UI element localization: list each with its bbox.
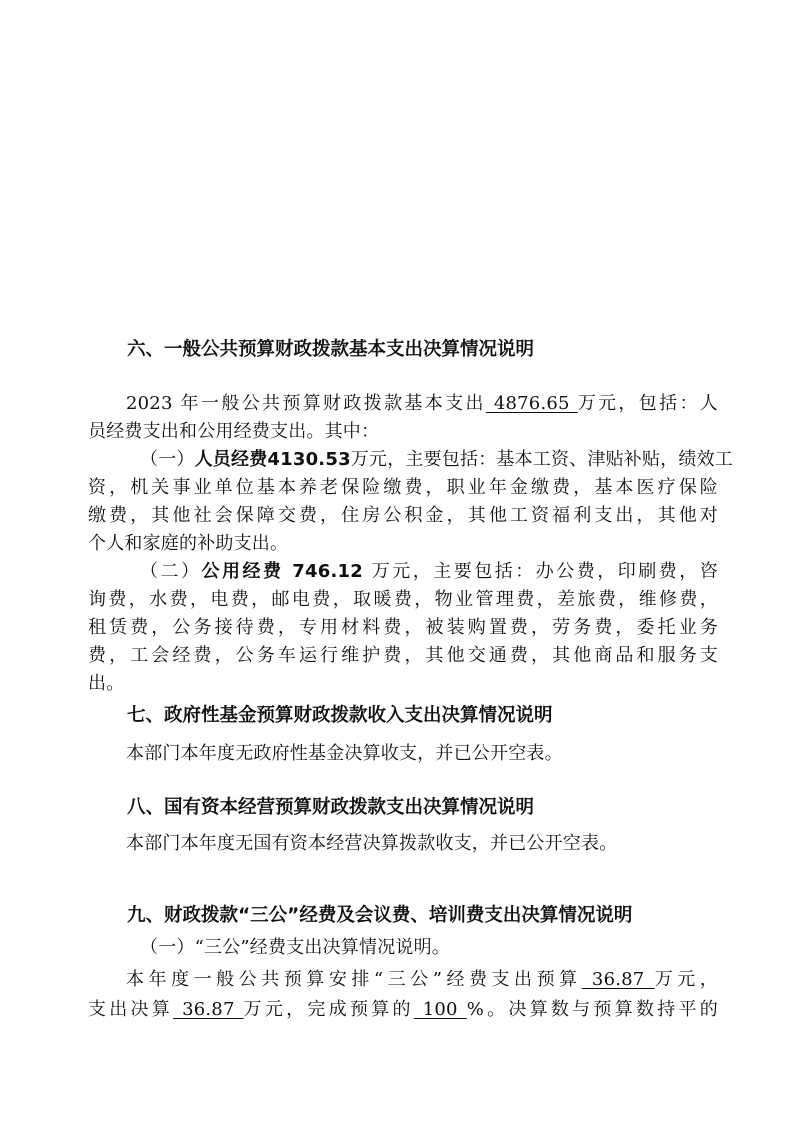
s6-personnel-line-2: 资，机关事业单位基本养老保险缴费，职业年金缴费，基本医疗保险 [88,477,718,498]
section-9-heading: 九、财政拨款“三公”经费及会议费、培训费支出决算情况说明 [127,905,633,926]
s9-text: %。决算数与预算数持平的 [466,999,718,1020]
s9-text: 万元， [654,969,718,990]
s6-paragraph-line-2: 员经费支出和公用经费支出。其中： [88,421,380,442]
section-7-heading: 七、政府性基金预算财政拨款收入支出决算情况说明 [127,705,553,726]
s6-basic-expense-value: 4876.65 [485,393,578,414]
section-7-text: 本部门本年度无政府性基金决算收支，并已公开空表。 [126,743,563,764]
three-public-final-value: 36.87 [173,999,244,1020]
s6-personnel-line-4: 个人和家庭的补助支出。 [88,533,289,554]
s9-text: 本年度一般公共预算安排“三公”经费支出预算 [126,969,582,990]
s6-public-line-3: 租赁费，公务接待费，专用材料费，被装购置费，劳务费，委托业务 [88,617,718,638]
s6-text: 2023 年一般公共预算财政拨款基本支出 [126,393,486,414]
s6-text: （一） [140,449,195,470]
s6-public-line-2: 询费，水费，电费，邮电费，取暖费，物业管理费，差旅费，维修费， [88,589,718,610]
s6-text: 万元，主要包括：办公费，印刷费，咨 [371,561,718,582]
s9-text: 万元，完成预算的 [243,999,414,1020]
s6-public-line-4: 费，工会经费，公务车运行维护费，其他交通费，其他商品和服务支 [88,645,718,666]
public-expense-label: 公用经费 [201,561,284,582]
personnel-expense-label: 人员经费4130.53 [194,449,351,470]
section-8-heading: 八、国有资本经营预算财政拨款支出决算情况说明 [127,797,535,818]
s6-paragraph-line-1 [126,392,718,416]
three-public-budget-value: 36.87 [581,969,655,990]
s6-public-line-1 [140,560,718,584]
s6-text: （二） [140,561,202,582]
section-8-text: 本部门本年度无国有资本经营决算拨款收支，并已公开空表。 [126,833,618,854]
section-6-heading: 六、一般公共预算财政拨款基本支出决算情况说明 [127,339,535,360]
s9-paragraph-line-2 [88,998,718,1022]
s6-personnel-line-3: 缴费，其他社会保障交费，住房公积金，其他工资福利支出，其他对 [88,505,718,526]
completion-percent: 100 [413,999,467,1020]
s6-text: 万元，主要包括：基本工资、津贴补贴，绩效工 [350,449,733,470]
s6-public-line-5: 出。 [88,673,125,694]
s6-personnel-line-1 [140,448,733,472]
s9-text: 支出决算 [88,999,174,1020]
s6-text: 万元，包括：人 [577,393,718,414]
s9-paragraph-line-1 [126,968,718,992]
public-expense-value: 746.12 [283,561,372,582]
section-9-subheading: （一）“三公”经费支出决算情况说明。 [140,937,451,958]
